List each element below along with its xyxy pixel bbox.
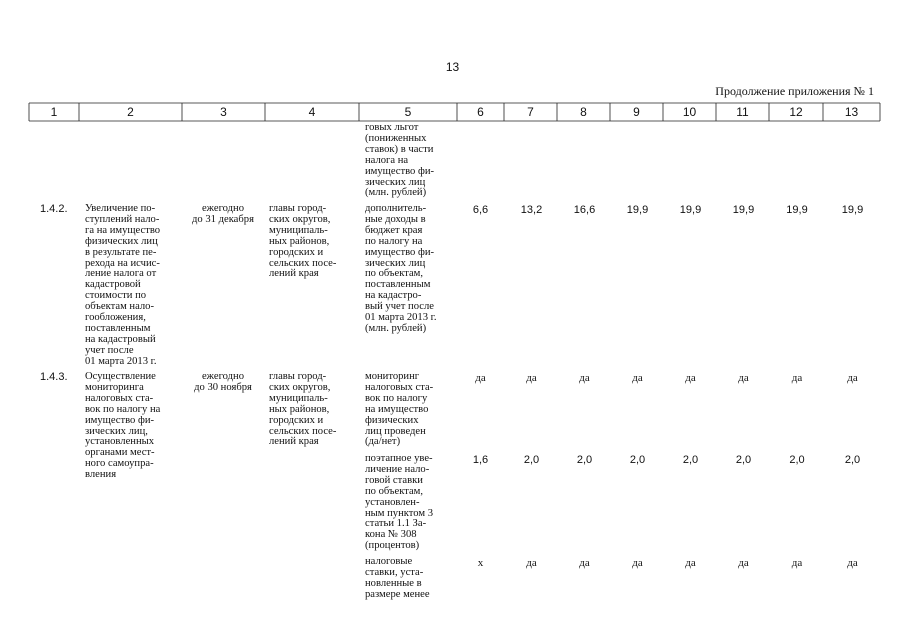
value-cell: 2,0 <box>735 454 752 466</box>
measure-cell: Осуществление мониторинга налоговых ста- вок по налогу на имущество фи- зических лиц, установленных органами мест- ного самоупра- вления <box>85 371 161 481</box>
header-col-9: 9 <box>633 105 640 119</box>
value-cell: да <box>526 372 537 384</box>
value-cell: 19,9 <box>732 204 755 216</box>
header-col-1: 1 <box>50 105 58 119</box>
value-cell: да <box>847 557 858 569</box>
header-col-8: 8 <box>580 105 587 119</box>
row-number: 1.4.2. <box>40 203 68 215</box>
value-cell: 19,9 <box>679 204 702 216</box>
value-cell: да <box>847 372 858 384</box>
executors-cell: главы город- ских округов, муниципаль- ных районов, городских и сельских посе- лений края <box>269 203 337 280</box>
row-number: 1.4.3. <box>40 371 68 383</box>
value-cell: 6,6 <box>472 204 489 216</box>
indicator-cell: поэтапное уве- личение нало- говой ставки по объектам, установлен- ным пунктом 3 статьи 1.1 За- кона № 308 (процентов) <box>365 453 434 552</box>
value-cell: 13,2 <box>520 204 543 216</box>
page-number: 13 <box>445 60 460 74</box>
value-cell: 2,0 <box>629 454 646 466</box>
header-col-4: 4 <box>308 105 316 119</box>
header-col-2: 2 <box>127 105 134 119</box>
value-cell: 2,0 <box>789 454 805 466</box>
value-cell: 19,9 <box>841 204 864 216</box>
value-cell: 2,0 <box>523 454 540 466</box>
value-cell: 19,9 <box>786 204 808 216</box>
header-col-7: 7 <box>527 105 534 119</box>
indicator-cell: мониторинг налоговых ста- вок по налогу на имущество физических лиц проведен (да/нет) <box>365 371 434 448</box>
header-col-5: 5 <box>404 105 412 119</box>
value-cell: да <box>579 557 590 569</box>
value-cell: да <box>738 372 749 384</box>
carry-over-indicator: говых льгот (пониженных ставок) в части налога на имущество фи- зических лиц (млн. рублей) <box>365 122 435 199</box>
value-cell: да <box>632 372 643 384</box>
header-col-10: 10 <box>682 105 697 119</box>
value-cell: 1,6 <box>472 454 489 466</box>
header-col-13: 13 <box>844 105 859 119</box>
indicator-cell: дополнитель- ные доходы в бюджет края по налогу на имущество фи- зических лиц по объектам, поставленным на кадастро- вый учет после 01 марта 2013 г. (млн. рублей) <box>365 203 437 334</box>
header-col-3: 3 <box>220 105 227 119</box>
continuation-label: Продолжение приложения № 1 <box>715 84 874 98</box>
measure-cell: Увеличение по- ступлений нало- га на имущество физических лиц в результате пе- рехода на исчис- ление налога от кадастровой стоимости по объектам нало- гообложения, поставленным на кадастровый учет после 01 марта 2013 г. <box>85 203 161 367</box>
value-cell: да <box>685 372 696 384</box>
value-cell: 2,0 <box>844 454 861 466</box>
executors-cell: главы город- ских округов, муниципаль- ных районов, городских и сельских посе- лений края <box>269 371 337 448</box>
value-cell: х <box>477 557 484 569</box>
value-cell: да <box>738 557 749 569</box>
value-cell: да <box>632 557 643 569</box>
value-cell: да <box>475 372 486 384</box>
header-col-11: 11 <box>736 105 749 119</box>
value-cell: 19,9 <box>626 204 649 216</box>
indicator-cell: налоговые ставки, уста- новленные в размере менее <box>365 556 430 600</box>
deadline-cell: ежегодно до 30 ноября <box>194 371 252 393</box>
value-cell: да <box>791 372 803 384</box>
deadline-cell: ежегодно до 31 декабря <box>192 203 254 225</box>
value-cell: 16,6 <box>573 204 596 216</box>
value-cell: 2,0 <box>682 454 699 466</box>
value-cell: 2,0 <box>576 454 593 466</box>
value-cell: да <box>685 557 696 569</box>
header-col-6: 6 <box>477 105 484 119</box>
value-cell: да <box>791 557 803 569</box>
value-cell: да <box>526 557 537 569</box>
value-cell: да <box>579 372 590 384</box>
header-col-12: 12 <box>789 105 803 119</box>
